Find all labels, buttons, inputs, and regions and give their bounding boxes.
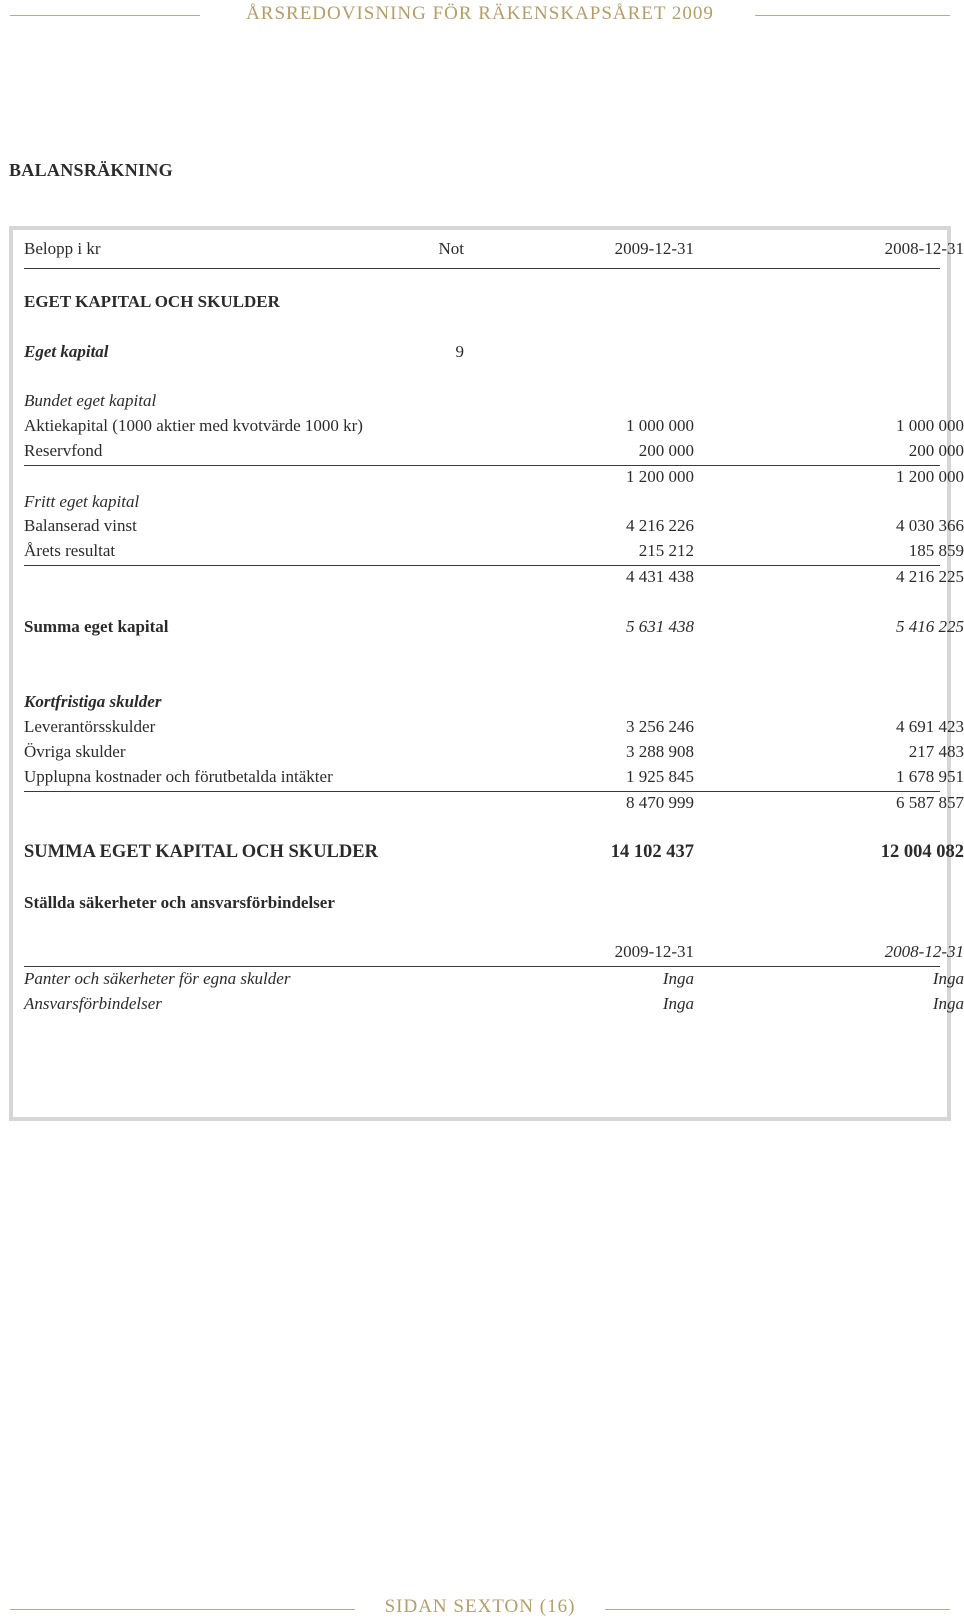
row-col1: 3 288 908 (626, 742, 694, 761)
header-label: Belopp i kr (24, 239, 101, 258)
header-col2: 2008-12-31 (884, 239, 964, 258)
subtotal-row (24, 465, 964, 489)
table-row (24, 715, 964, 739)
table-row (24, 414, 964, 438)
row-col1: Inga (662, 994, 694, 1013)
subtotal-row (24, 565, 964, 589)
row-label: Balanserad vinst (24, 516, 137, 535)
footer-rule-left (10, 1609, 355, 1610)
row-col2: 200 000 (908, 441, 964, 460)
header-rule-right (755, 15, 950, 16)
header-underline (24, 268, 940, 269)
subtotal-col2: 6 587 857 (896, 793, 964, 812)
row-col1: Inga (662, 969, 694, 988)
row-col1: 215 212 (638, 541, 694, 560)
kortfristiga-heading (24, 690, 939, 714)
fritt-heading-label: Fritt eget kapital (24, 492, 140, 511)
table-row (24, 967, 964, 991)
subtotal-col1: 4 431 438 (626, 567, 694, 586)
summa-eget-label: Summa eget kapital (24, 617, 169, 636)
summa-total-row (24, 840, 964, 864)
footer-rule-right (605, 1609, 950, 1610)
row-col1: 200 000 (638, 441, 694, 460)
summa-total-col1: 14 102 437 (610, 842, 694, 862)
pledged-header-row (24, 940, 964, 964)
eget-kapital-row (24, 340, 939, 364)
summa-eget-col2: 5 416 225 (896, 617, 964, 636)
bundet-heading (24, 389, 939, 413)
row-col1: 4 216 226 (626, 516, 694, 535)
row-col2: 1 678 951 (896, 767, 964, 786)
row-label: Årets resultat (24, 541, 116, 560)
row-label: Upplupna kostnader och förutbetalda intäkter (24, 767, 333, 786)
subtotal-col2: 1 200 000 (896, 467, 964, 486)
row-label: Reservfond (24, 441, 103, 460)
table-row (24, 992, 964, 1016)
page-header-title: ÅRSREDOVISNING FÖR RÄKENSKAPSÅRET 2009 (246, 3, 714, 24)
page-footer-title: SIDAN SEXTON (16) (384, 1596, 576, 1617)
row-label: Aktiekapital (1000 aktier med kvotvärde 1000 kr) (24, 416, 363, 435)
row-col1: 1 000 000 (626, 416, 694, 435)
eget-kapital-label: Eget kapital (24, 342, 109, 361)
bundet-heading-label: Bundet eget kapital (24, 391, 157, 410)
pledged-col2-header: 2008-12-31 (884, 942, 964, 961)
table-row (24, 514, 964, 538)
subtotal-col2: 4 216 225 (896, 567, 964, 586)
row-col2: 217 483 (908, 742, 964, 761)
summa-eget-col1: 5 631 438 (626, 617, 694, 636)
pledged-title-label: Ställda säkerheter och ansvarsförbindelser (24, 893, 335, 912)
row-label: Ansvarsförbindelser (24, 994, 162, 1013)
row-col2: 1 000 000 (896, 416, 964, 435)
table-header-row (24, 237, 964, 261)
header-col1: 2009-12-31 (614, 239, 694, 258)
eget-kapital-note: 9 (455, 342, 464, 361)
summa-total-label: SUMMA EGET KAPITAL OCH SKULDER (24, 842, 378, 862)
row-label: Leverantörsskulder (24, 717, 156, 736)
table-row (24, 765, 964, 789)
row-col1: 3 256 246 (626, 717, 694, 736)
row-col2: 185 859 (908, 541, 964, 560)
header-note: Not (438, 239, 464, 258)
row-col1: 1 925 845 (626, 767, 694, 786)
subtotal-row (24, 791, 964, 815)
fritt-heading (24, 490, 939, 514)
pledged-col1-header: 2009-12-31 (614, 942, 694, 961)
summa-total-col2: 12 004 082 (880, 842, 964, 862)
table-row (24, 439, 964, 463)
row-col2: Inga (932, 994, 964, 1013)
pledged-title (24, 891, 939, 915)
row-col2: Inga (932, 969, 964, 988)
subtotal-col1: 8 470 999 (626, 793, 694, 812)
row-label: Övriga skulder (24, 742, 126, 761)
header-rule-left (10, 15, 200, 16)
subtotal-col1: 1 200 000 (626, 467, 694, 486)
row-label: Panter och säkerheter för egna skulder (24, 969, 291, 988)
row-col2: 4 691 423 (896, 717, 964, 736)
summa-eget-row (24, 615, 964, 639)
kortfristiga-heading-label: Kortfristiga skulder (24, 692, 162, 711)
section-title: BALANSRÄKNING (9, 160, 173, 180)
group-title (24, 290, 939, 314)
table-row (24, 740, 964, 764)
row-col2: 4 030 366 (896, 516, 964, 535)
table-row (24, 539, 964, 563)
group-title-label: EGET KAPITAL OCH SKULDER (24, 292, 280, 311)
